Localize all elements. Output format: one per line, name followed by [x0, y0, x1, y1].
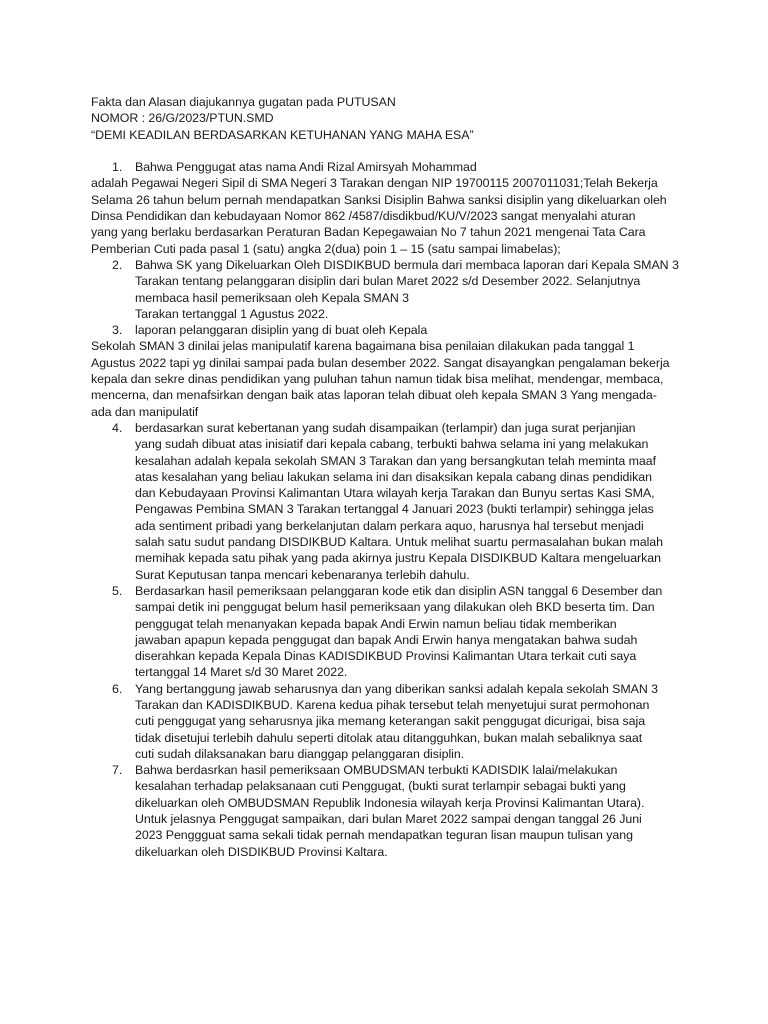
list-item-text: cuti sudah dilaksanakan baru dianggap pelanggaran disiplin. [135, 746, 465, 761]
list-item-text: Bahwa SK yang Dikeluarkan Oleh DISDIKBUD bermula dari membaca laporan dari Kepala SMAN 3 [135, 257, 679, 272]
list-item-text: Tarakan tertanggal 1 Agustus 2022. [135, 306, 329, 321]
list-item-text: kesalahan terhadap pelaksanaan cuti Penggugat, (bukti surat terlampir sebagai bukti yang [135, 779, 626, 794]
paragraph-line: mencerna, dan menafsirkan dengan baik atas laporan telah dibuat oleh kepala SMAN 3 Yang mengada- [91, 388, 657, 403]
list-item-text: Tarakan dan KADISDIKBUD. Karena kedua pihak tersebut telah menyetujui surat permohonan [135, 697, 650, 712]
list-item-text: laporan pelanggaran disiplin yang di buat oleh Kepala [135, 323, 428, 338]
paragraph-line: Selama 26 tahun belum pernah mendapatkan Sanksi Disiplin Bahwa sanksi disiplin yang dikeluarkan oleh [91, 192, 667, 207]
list-number: 6. [112, 681, 123, 696]
list-item-3 [91, 322, 683, 338]
paragraph-line: yang yang berlaku berdasarkan Peraturan Badan Kepegawaian No 7 tahun 2021 mengenai Tata Cara [91, 225, 646, 240]
list-item-7 [91, 762, 683, 860]
paragraph-line: Dinsa Pendidikan dan kebudayaan Nomor 862 /4587/disdikbud/KU/V/2023 sangat menyalahi aturan [91, 209, 636, 224]
list-item-text: dikeluarkan oleh OMBUDSMAN Republik Indonesia wilayah kerja Provinsi Kalimantan Utara). [135, 795, 645, 810]
list-item-5 [91, 583, 683, 681]
list-item-text: dikeluarkan oleh DISDIKBUD Provinsi Kaltara. [135, 844, 388, 859]
paragraph-line: Pemberian Cuti pada pasal 1 (satu) angka 2(dua) poin 1 – 15 (satu sampai limabelas); [91, 241, 561, 256]
list-item-text: salah satu sudut pandang DISDIKBUD Kaltara. Untuk melihat suartu permasalahan bukan malah [135, 535, 663, 550]
list-item-text: berdasarkan surat kebertanan yang sudah disampaikan (terlampir) dan juga surat perjanjian [135, 420, 636, 435]
list-item-text: kesalahan adalah kepala sekolah SMAN 3 Tarakan dan yang bersangkutan telah meminta maaf [135, 453, 656, 468]
list-item-text: cuti penggugat yang seharusnya jika memang keterangan sakit penggugat dicurigai, bisa saja [135, 714, 646, 729]
document-title: Fakta dan Alasan diajukannya gugatan pada PUTUSAN [91, 95, 396, 109]
invocation-line: “DEMI KEADILAN BERDASARKAN KETUHANAN YANG MAHA ESA” [91, 127, 474, 142]
list-number: 3. [112, 323, 123, 338]
paragraph-line: adalah Pegawai Negeri Sipil di SMA Negeri 3 Tarakan dengan NIP 19700115 2007011031;Telah Bekerja [91, 176, 658, 191]
list-item-6 [91, 681, 683, 762]
list-item-text: membaca hasil pemeriksaan oleh Kepala SMAN 3 [135, 290, 409, 305]
list-item-2 [91, 257, 683, 322]
list-number: 1. [112, 160, 123, 175]
list-item-text: Tarakan tentang pelanggaran disiplin dari bulan Maret 2022 s/d Desember 2022. Selanjutnya [135, 274, 641, 289]
list-item-text: Surat Keputusan tanpa mencari kebenaranya terlebih dahulu. [135, 567, 470, 582]
spacer [91, 143, 683, 159]
list-item-text: memihak kepada satu pihak yang pada akirnya justru Kepala DISDIKBUD Kaltara mengeluarkan [135, 551, 661, 566]
list-item-text: tertanggal 14 Maret s/d 30 Maret 2022. [135, 665, 348, 680]
list-item-text: Bahwa Penggugat atas nama Andi Rizal Amirsyah Mohammad [135, 160, 477, 175]
list-item-text: yang sudah dibuat atas inisiatif dari kepala cabang, terbukti bahwa selama ini yang melakukan [135, 437, 649, 452]
list-item-text: Pengawas Pembina SMAN 3 Tarakan tertanggal 4 Januari 2023 (bukti terlampir) sehingga jelas [135, 502, 654, 517]
paragraph-line: Agustus 2022 tapi yg dinilai sampai pada bulan desember 2022. Sangat disayangkan pengalaman bekerja [91, 355, 670, 370]
list-item-text: ada sentiment pribadi yang berkelanjutan dalam perkara aquo, harusnya hal tersebut menjadi [135, 518, 644, 533]
list-item-text: Bahwa berdasrkan hasil pemeriksaan OMBUDSMAN terbukti KADISDIK lalai/melakukan [135, 763, 618, 778]
list-number: 2. [112, 257, 123, 272]
list-item-text: jawaban apapun kepada penggugat dan bapak Andi Erwin hanya mengatakan bahwa sudah [135, 632, 638, 647]
list-item-4 [91, 420, 683, 583]
list-item-1 [91, 159, 683, 175]
list-item-text: Berdasarkan hasil pemeriksaan pelanggaran kode etik dan disiplin ASN tanggal 6 Desember dan [135, 583, 663, 598]
document-body [91, 94, 683, 860]
list-item-text: atas kesalahan yang beliau lakukan selama ini dan disaksikan kepala cabang dinas pendidikan [135, 469, 652, 484]
paragraph-line: ada dan manipulatif [91, 404, 199, 419]
list-item-text: dan Kebudayaan Provinsi Kalimantan Utara wilayah kerja Tarakan dan Bunyu sertas Kasi SMA, [135, 486, 655, 501]
list-item-text: Yang bertanggung jawab seharusnya dan yang diberikan sanksi adalah kepala sekolah SMAN 3 [135, 681, 659, 696]
paragraph-line: kepala dan sekre dinas pendidikan yang puluhan tahun namun tidak bisa melihat, mendengar, membaca, [91, 372, 664, 387]
list-item-text: diserahkan kepada Kepala Dinas KADISDIKBUD Provinsi Kalimantan Utara terkait cuti saya [135, 649, 637, 664]
list-item-text: Untuk jelasnya Penggugat sampaikan, dari bulan Maret 2022 sampai dengan tanggal 26 Juni [135, 812, 642, 827]
list-item-text: tidak disetujui terlebih dahulu seperti ditolak atau ditangguhkan, bukan malah sebaliknya saat [135, 730, 643, 745]
list-item-text: sampai detik ini penggugat belum hasil pemeriksaan yang dilakukan oleh BKD beserta tim. Dan [135, 600, 655, 615]
list-number: 5. [112, 583, 123, 598]
list-item-text: penggugat telah menanyakan kepada bapak Andi Erwin namun beliau tidak memberikan [135, 616, 617, 631]
case-number: NOMOR : 26/G/2023/PTUN.SMD [91, 111, 274, 126]
list-item-text: 2023 Penggguat sama sekali tidak pernah mendapatkan teguran lisan maupun tulisan yang [135, 828, 633, 843]
paragraph-line: Sekolah SMAN 3 dinilai jelas manipulatif karena bagaimana bisa penilaian dilakukan pada tanggal 1 [91, 339, 635, 354]
list-number: 7. [112, 763, 123, 778]
list-number: 4. [112, 420, 123, 435]
